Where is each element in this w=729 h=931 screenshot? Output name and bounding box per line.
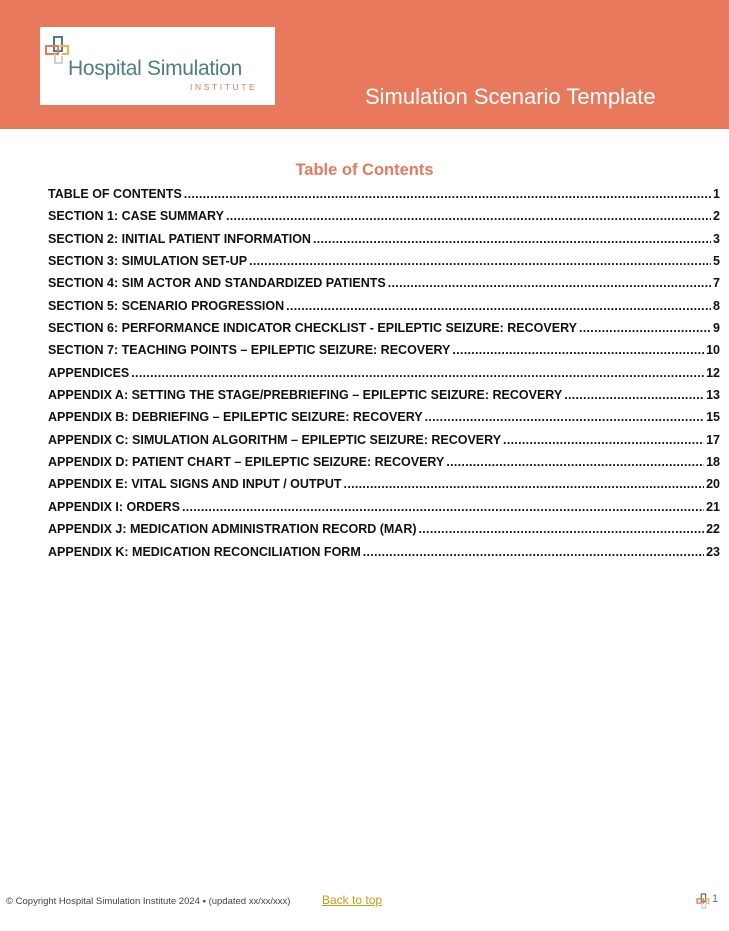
toc-entry-page: 15 xyxy=(706,410,720,425)
toc-entry-page: 18 xyxy=(706,455,720,470)
toc-entry-page: 8 xyxy=(713,298,720,313)
toc-entry[interactable] xyxy=(48,343,720,365)
dot-leader xyxy=(579,321,711,335)
toc-entry-label: APPENDIX E: VITAL SIGNS AND INPUT / OUTPUT xyxy=(48,477,342,492)
dot-leader xyxy=(286,299,711,313)
dot-leader xyxy=(419,522,705,536)
dot-leader xyxy=(131,366,704,380)
toc-entry-page: 2 xyxy=(713,209,720,224)
toc-heading: Table of Contents xyxy=(295,161,434,179)
toc-entry-label: SECTION 5: SCENARIO PROGRESSION xyxy=(48,298,285,313)
toc-entry[interactable] xyxy=(48,455,720,477)
toc-entry-page: 23 xyxy=(706,544,720,559)
header-banner xyxy=(0,0,729,129)
toc-entry[interactable] xyxy=(48,500,720,522)
toc-entry-label: SECTION 3: SIMULATION SET-UP xyxy=(48,254,248,269)
dot-leader xyxy=(446,455,704,469)
document-title: Simulation Scenario Template xyxy=(365,84,656,109)
dot-leader xyxy=(425,410,705,424)
toc-entry-label: APPENDIX I: ORDERS xyxy=(48,499,180,514)
toc-entry-label: APPENDIX J: MEDICATION ADMINISTRATION RECORD (MAR) xyxy=(48,522,417,537)
toc-entry[interactable] xyxy=(48,232,720,254)
toc-entry-page: 17 xyxy=(706,432,720,447)
toc-entry[interactable] xyxy=(48,388,720,410)
dot-leader xyxy=(226,209,711,223)
logo xyxy=(40,27,275,105)
toc-entry-page: 7 xyxy=(713,276,720,291)
toc-entry-label: APPENDIX A: SETTING THE STAGE/PREBRIEFING – EPILEPTIC SEIZURE: RECOVERY xyxy=(48,388,563,403)
toc-entry-label: SECTION 7: TEACHING POINTS – EPILEPTIC SEIZURE: RECOVERY xyxy=(48,343,451,358)
dot-leader xyxy=(184,187,711,201)
dot-leader xyxy=(313,232,711,246)
hospital-cross-icon xyxy=(696,893,712,909)
toc-entry-label: SECTION 6: PERFORMANCE INDICATOR CHECKLIST - EPILEPTIC SEIZURE: RECOVERY xyxy=(48,321,577,336)
back-to-top-link[interactable]: Back to top xyxy=(322,893,383,907)
toc-entry-label: APPENDICES xyxy=(48,365,130,380)
logo-name: Hospital Simulation xyxy=(68,57,243,80)
toc-entry-label: APPENDIX K: MEDICATION RECONCILIATION FORM xyxy=(48,544,361,559)
toc-entry[interactable] xyxy=(48,477,720,499)
dot-leader xyxy=(182,500,704,514)
toc-entry-page: 13 xyxy=(706,388,720,403)
dot-leader xyxy=(363,545,704,559)
toc-entry-page: 12 xyxy=(706,365,720,380)
logo-subtitle: INSTITUTE xyxy=(190,82,258,92)
toc-entry-label: APPENDIX D: PATIENT CHART – EPILEPTIC SEIZURE: RECOVERY xyxy=(48,455,445,470)
toc-entry-page: 9 xyxy=(713,321,720,336)
toc-entry[interactable] xyxy=(48,254,720,276)
toc-entry-page: 10 xyxy=(706,343,720,358)
dot-leader xyxy=(452,343,704,357)
toc-entry-page: 22 xyxy=(706,522,720,537)
footer-copyright: © Copyright Hospital Simulation Institute 2024 ▪ (updated xx/xx/xxx) xyxy=(6,896,291,907)
toc-entry-page: 3 xyxy=(713,231,720,246)
toc-entry[interactable] xyxy=(48,276,720,298)
toc-entry-page: 20 xyxy=(706,477,720,492)
toc-entry[interactable] xyxy=(48,410,720,432)
toc-entry-label: SECTION 2: INITIAL PATIENT INFORMATION xyxy=(48,231,311,246)
dot-leader xyxy=(344,477,705,491)
dot-leader xyxy=(388,276,711,290)
toc-entry[interactable] xyxy=(48,433,720,455)
toc-entry-page: 1 xyxy=(713,187,720,201)
toc-entry[interactable] xyxy=(48,522,720,544)
toc-entry[interactable] xyxy=(48,366,720,388)
toc-entry[interactable] xyxy=(48,299,720,321)
page-number: 1 xyxy=(712,893,719,905)
toc-entry-label: SECTION 4: SIM ACTOR AND STANDARDIZED PATIENTS xyxy=(48,276,386,291)
toc-entry-label: APPENDIX C: SIMULATION ALGORITHM – EPILEPTIC SEIZURE: RECOVERY xyxy=(48,432,502,447)
toc-entry[interactable] xyxy=(48,187,720,209)
dot-leader xyxy=(249,254,711,268)
toc-entry[interactable] xyxy=(48,545,720,567)
toc-entry[interactable] xyxy=(48,209,720,231)
toc-entry-page: 5 xyxy=(713,254,720,269)
dot-leader xyxy=(503,433,704,447)
dot-leader xyxy=(564,388,704,402)
toc-entry-label: APPENDIX B: DEBRIEFING – EPILEPTIC SEIZURE: RECOVERY xyxy=(48,410,423,425)
toc-entry-label: TABLE OF CONTENTS xyxy=(48,187,182,201)
table-of-contents xyxy=(48,187,720,567)
toc-entry[interactable] xyxy=(48,321,720,343)
toc-entry-page: 21 xyxy=(706,499,720,514)
toc-entry-label: SECTION 1: CASE SUMMARY xyxy=(48,209,224,224)
